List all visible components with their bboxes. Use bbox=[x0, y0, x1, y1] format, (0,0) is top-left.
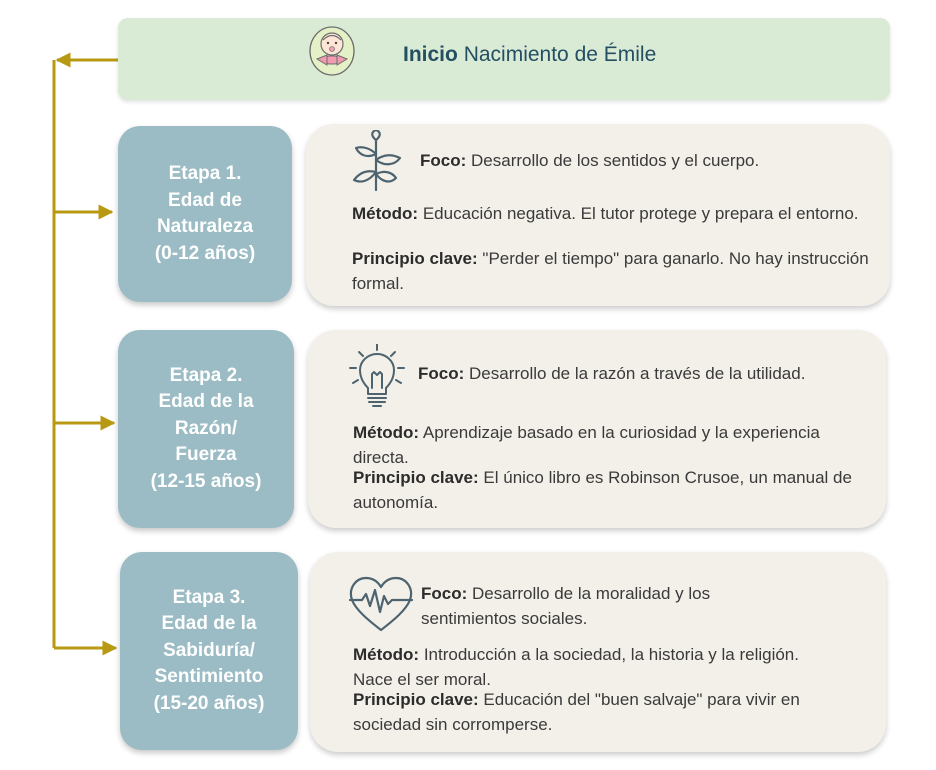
stage-1-focus bbox=[420, 149, 870, 174]
stage-3-method bbox=[353, 643, 823, 692]
stage-1-method bbox=[352, 202, 872, 227]
stage-2-card bbox=[308, 330, 886, 528]
method-label: Método: bbox=[353, 423, 420, 442]
focus-text: Desarrollo de la razón a través de la utilidad. bbox=[469, 364, 806, 383]
stage-1-title: Etapa 1. Edad de Naturaleza (0-12 años) bbox=[154, 163, 256, 264]
focus-label: Foco: bbox=[420, 151, 467, 170]
start-title-text: Nacimiento de Émile bbox=[463, 43, 657, 66]
method-text: Introducción a la sociedad, la historia y la religión. Nace el ser moral. bbox=[353, 645, 799, 689]
stage-2-method bbox=[353, 421, 823, 470]
principle-label: Principio clave: bbox=[353, 690, 479, 709]
stage-2-focus bbox=[418, 362, 878, 387]
method-text: Educación negativa. El tutor protege y prepara el entorno. bbox=[422, 204, 859, 223]
stage-2-principle bbox=[353, 466, 863, 515]
method-text: Aprendizaje basado en la curiosidad y la experiencia directa. bbox=[353, 423, 820, 467]
method-label: Método: bbox=[352, 204, 419, 223]
method-label: Método: bbox=[353, 645, 420, 664]
lightbulb-icon bbox=[348, 344, 406, 410]
stage-1-box bbox=[118, 126, 292, 302]
focus-text: Desarrollo de los sentidos y el cuerpo. bbox=[471, 151, 760, 170]
focus-label: Foco: bbox=[418, 364, 465, 383]
baby-icon bbox=[305, 23, 359, 77]
start-title bbox=[403, 43, 656, 67]
stage-1-card bbox=[306, 124, 890, 306]
stage-3-principle bbox=[353, 688, 853, 737]
stage-3-card bbox=[310, 552, 886, 752]
principle-label: Principio clave: bbox=[353, 468, 479, 487]
focus-label: Foco: bbox=[421, 584, 468, 603]
stage-2-box bbox=[118, 330, 294, 528]
heart-pulse-icon bbox=[348, 574, 414, 632]
principle-label: Principio clave: bbox=[352, 249, 478, 268]
principle-text: El único libro es Robinson Crusoe, un manual de autonomía. bbox=[353, 468, 852, 512]
stage-2-title: Etapa 2. Edad de la Razón/ Fuerza (12-15 años) bbox=[150, 364, 262, 492]
principle-text: Educación del "buen salvaje" para vivir en sociedad sin corromperse. bbox=[353, 690, 800, 734]
stage-3-title: Etapa 3. Edad de la Sabiduría/ Sentimiento (15-20 años) bbox=[153, 586, 265, 714]
start-title-bold: Inicio bbox=[403, 43, 458, 66]
stage-3-box bbox=[120, 552, 298, 750]
principle-text: "Perder el tiempo" para ganarlo. No hay instrucción formal. bbox=[352, 249, 869, 293]
stage-1-principle bbox=[352, 247, 872, 296]
stage-3-focus bbox=[421, 582, 801, 631]
focus-text: Desarrollo de la moralidad y los sentimientos sociales. bbox=[421, 584, 711, 628]
plant-sprout-icon bbox=[348, 130, 404, 192]
